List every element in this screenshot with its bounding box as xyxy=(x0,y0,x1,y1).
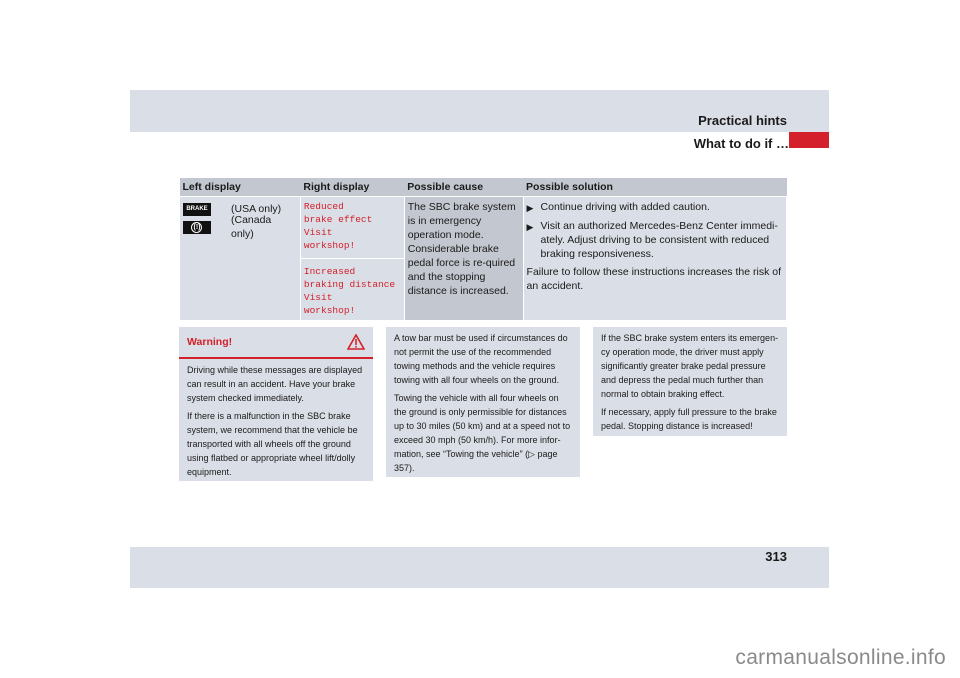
bullet-arrow-icon: ▶ xyxy=(526,203,534,213)
brake-warning-icon: BRAKE xyxy=(183,203,211,216)
right-display-message-2 xyxy=(301,258,404,317)
warning-paragraph: Driving while these messages are displayed can result in an accident. Have your brake system checked immediately. xyxy=(187,365,363,403)
message-line: workshop! xyxy=(303,305,356,316)
column-header: Possible cause xyxy=(404,178,523,197)
left-display-cell xyxy=(180,197,301,321)
message-line: braking distance xyxy=(303,279,396,290)
page-number: 313 xyxy=(765,549,787,564)
solution-bullet xyxy=(527,219,783,261)
warning-box xyxy=(179,327,373,481)
region-label: (Canada only) xyxy=(230,214,272,240)
message-line: Visit xyxy=(303,227,333,238)
sbc-emergency-info-box xyxy=(593,327,787,436)
right-display-message-1 xyxy=(304,200,401,252)
brake-circle-symbol: (!) xyxy=(193,223,201,231)
possible-solution-cell xyxy=(523,197,786,321)
subtitle-bar xyxy=(676,132,829,151)
message-line: Reduced xyxy=(303,201,344,212)
watermark-text: carmanualsonline.info xyxy=(735,646,946,669)
section-title: Practical hints xyxy=(698,113,787,128)
brake-circle-icon xyxy=(183,221,211,234)
footer-band xyxy=(130,547,829,588)
towing-info-box xyxy=(386,327,580,477)
bullet-text: Visit an authorized Mercedes-Benz Center immedi-ately. Adjust driving to be consistent with reduced braking responsiveness. xyxy=(540,220,778,260)
bullet-text: Continue driving with added caution. xyxy=(540,201,710,213)
region-label: (USA only) xyxy=(231,203,282,215)
solution-note: Failure to follow these instructions increases the risk of an accident. xyxy=(526,266,781,292)
display-messages-table xyxy=(179,178,787,321)
bullet-arrow-icon: ▶ xyxy=(526,222,534,232)
column-header: Right display xyxy=(300,178,404,197)
table-row xyxy=(180,197,787,321)
warning-header xyxy=(179,327,373,359)
info-paragraph: If the SBC brake system enters its emergen-cy operation mode, the driver must apply significantly greater brake pedal pressure and depress the pedal much further than normal to obtain braking effect. xyxy=(601,333,779,399)
message-line: Visit xyxy=(303,292,333,303)
section-tab-marker xyxy=(789,132,829,148)
info-paragraph: A tow bar must be used if circumstances do not permit the use of the recommended towing methods and the vehicle requires towing with all four wheels on the ground. xyxy=(394,333,568,385)
column-header: Left display xyxy=(180,178,301,197)
warning-title: Warning! xyxy=(187,336,233,348)
message-line: workshop! xyxy=(303,240,356,251)
warning-body xyxy=(179,359,373,487)
info-paragraph: If necessary, apply full pressure to the brake pedal. Stopping distance is increased! xyxy=(601,407,777,431)
solution-bullet xyxy=(527,200,783,215)
warning-triangle-icon xyxy=(347,334,365,350)
column-header: Possible solution xyxy=(523,178,786,197)
message-line: brake effect xyxy=(303,214,373,225)
subsection-title: What to do if … xyxy=(693,136,789,151)
info-paragraph: Towing the vehicle with all four wheels on the ground is only permissible for distances up to 30 miles (50 km) and at a speed not to exceed 30 mph (50 km/h). For more infor-mation, see “Towing the vehicle” (▷ page 357). xyxy=(394,393,571,473)
message-line: Increased xyxy=(303,266,356,277)
left-display-canada xyxy=(183,214,297,240)
right-display-cell xyxy=(300,197,404,321)
warning-paragraph: If there is a malfunction in the SBC brake system, we recommend that the vehicle be transported with all wheels off the ground using flatbed or appropriate wheel lift/dolly equipment. xyxy=(187,411,358,477)
table-header-row xyxy=(180,178,787,197)
possible-cause-cell: The SBC brake system is in emergency operation mode. Considerable brake pedal force is re-quired and the stopping distance is increased. xyxy=(404,197,523,321)
